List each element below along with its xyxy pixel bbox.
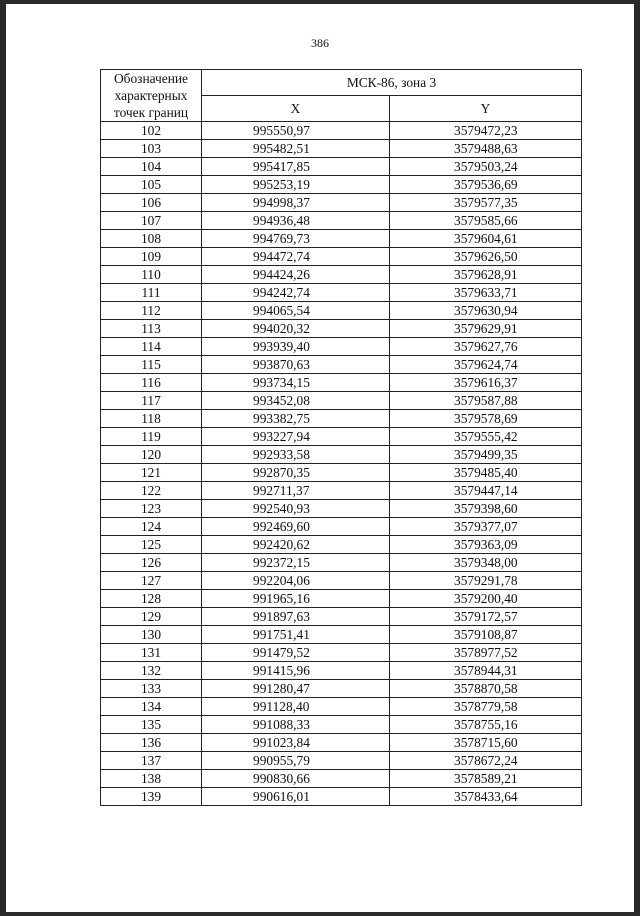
x-coordinate-cell: 993382,75 xyxy=(202,410,390,428)
point-number-cell: 110 xyxy=(101,266,202,284)
page-number: 386 xyxy=(311,36,329,50)
x-coordinate-cell: 991897,63 xyxy=(202,608,390,626)
y-coordinate-cell: 3578715,60 xyxy=(390,734,582,752)
point-number-cell: 105 xyxy=(101,176,202,194)
table-row xyxy=(101,788,582,806)
table-row xyxy=(101,194,582,212)
point-number-cell: 137 xyxy=(101,752,202,770)
table-row xyxy=(101,536,582,554)
point-number-cell: 121 xyxy=(101,464,202,482)
y-coordinate-cell: 3579604,61 xyxy=(390,230,582,248)
point-number-cell: 128 xyxy=(101,590,202,608)
table-row xyxy=(101,698,582,716)
point-number-cell: 129 xyxy=(101,608,202,626)
x-coordinate-cell: 995253,19 xyxy=(202,176,390,194)
table-row xyxy=(101,338,582,356)
x-coordinate-cell: 992469,60 xyxy=(202,518,390,536)
y-coordinate-cell: 3579627,76 xyxy=(390,338,582,356)
y-coordinate-cell: 3579398,60 xyxy=(390,500,582,518)
x-coordinate-cell: 990830,66 xyxy=(202,770,390,788)
x-coordinate-cell: 995417,85 xyxy=(202,158,390,176)
header-point-line: точек границ xyxy=(113,105,189,120)
point-number-cell: 115 xyxy=(101,356,202,374)
point-number-cell: 102 xyxy=(101,122,202,140)
table-row xyxy=(101,158,582,176)
table-row xyxy=(101,662,582,680)
y-coordinate-cell: 3579578,69 xyxy=(390,410,582,428)
point-number-cell: 107 xyxy=(101,212,202,230)
y-coordinate-cell: 3579536,69 xyxy=(390,176,582,194)
y-coordinate-cell: 3579499,35 xyxy=(390,446,582,464)
x-coordinate-cell: 991415,96 xyxy=(202,662,390,680)
x-coordinate-cell: 994472,74 xyxy=(202,248,390,266)
point-number-cell: 106 xyxy=(101,194,202,212)
point-number-cell: 133 xyxy=(101,680,202,698)
x-coordinate-cell: 991280,47 xyxy=(202,680,390,698)
table-row xyxy=(101,320,582,338)
point-number-cell: 122 xyxy=(101,482,202,500)
y-coordinate-cell: 3578672,24 xyxy=(390,752,582,770)
x-coordinate-cell: 991479,52 xyxy=(202,644,390,662)
y-coordinate-cell: 3579488,63 xyxy=(390,140,582,158)
table-row xyxy=(101,176,582,194)
table-row xyxy=(101,374,582,392)
point-number-cell: 111 xyxy=(101,284,202,302)
header-y: Y xyxy=(390,96,582,122)
y-coordinate-cell: 3579577,35 xyxy=(390,194,582,212)
table-body xyxy=(101,122,582,806)
table-row xyxy=(101,644,582,662)
point-number-cell: 139 xyxy=(101,788,202,806)
y-coordinate-cell: 3578755,16 xyxy=(390,716,582,734)
point-number-cell: 134 xyxy=(101,698,202,716)
y-coordinate-cell: 3579108,87 xyxy=(390,626,582,644)
table-row xyxy=(101,716,582,734)
x-coordinate-cell: 992372,15 xyxy=(202,554,390,572)
x-coordinate-cell: 992420,62 xyxy=(202,536,390,554)
x-coordinate-cell: 994936,48 xyxy=(202,212,390,230)
x-coordinate-cell: 991088,33 xyxy=(202,716,390,734)
y-coordinate-cell: 3579633,71 xyxy=(390,284,582,302)
x-coordinate-cell: 992870,35 xyxy=(202,464,390,482)
point-number-cell: 114 xyxy=(101,338,202,356)
x-coordinate-cell: 992933,58 xyxy=(202,446,390,464)
header-coordinate-system: МСК-86, зона 3 xyxy=(202,70,582,96)
x-coordinate-cell: 991023,84 xyxy=(202,734,390,752)
y-coordinate-cell: 3579291,78 xyxy=(390,572,582,590)
x-coordinate-cell: 991751,41 xyxy=(202,626,390,644)
x-coordinate-cell: 991128,40 xyxy=(202,698,390,716)
x-coordinate-cell: 990955,79 xyxy=(202,752,390,770)
table-row xyxy=(101,122,582,140)
table-header xyxy=(101,70,582,122)
y-coordinate-cell: 3579585,66 xyxy=(390,212,582,230)
x-coordinate-cell: 990616,01 xyxy=(202,788,390,806)
point-number-cell: 124 xyxy=(101,518,202,536)
y-coordinate-cell: 3579587,88 xyxy=(390,392,582,410)
table-row xyxy=(101,356,582,374)
table-row xyxy=(101,302,582,320)
table-row xyxy=(101,140,582,158)
y-coordinate-cell: 3578944,31 xyxy=(390,662,582,680)
point-number-cell: 112 xyxy=(101,302,202,320)
point-number-cell: 103 xyxy=(101,140,202,158)
header-x: X xyxy=(202,96,390,122)
point-number-cell: 117 xyxy=(101,392,202,410)
x-coordinate-cell: 993939,40 xyxy=(202,338,390,356)
point-number-cell: 136 xyxy=(101,734,202,752)
y-coordinate-cell: 3579630,94 xyxy=(390,302,582,320)
x-coordinate-cell: 991965,16 xyxy=(202,590,390,608)
x-coordinate-cell: 993452,08 xyxy=(202,392,390,410)
x-coordinate-cell: 992540,93 xyxy=(202,500,390,518)
y-coordinate-cell: 3579472,23 xyxy=(390,122,582,140)
table-row xyxy=(101,248,582,266)
x-coordinate-cell: 994020,32 xyxy=(202,320,390,338)
y-coordinate-cell: 3579348,00 xyxy=(390,554,582,572)
y-coordinate-cell: 3579629,91 xyxy=(390,320,582,338)
coordinates-table xyxy=(100,69,582,806)
table-row xyxy=(101,500,582,518)
point-number-cell: 118 xyxy=(101,410,202,428)
table-row xyxy=(101,752,582,770)
x-coordinate-cell: 993870,63 xyxy=(202,356,390,374)
table-row xyxy=(101,482,582,500)
y-coordinate-cell: 3579628,91 xyxy=(390,266,582,284)
point-number-cell: 131 xyxy=(101,644,202,662)
table-row xyxy=(101,392,582,410)
table-row xyxy=(101,608,582,626)
table-row xyxy=(101,554,582,572)
y-coordinate-cell: 3579503,24 xyxy=(390,158,582,176)
point-number-cell: 120 xyxy=(101,446,202,464)
y-coordinate-cell: 3579626,50 xyxy=(390,248,582,266)
header-point-designation xyxy=(101,70,202,122)
table-row xyxy=(101,284,582,302)
point-number-cell: 116 xyxy=(101,374,202,392)
y-coordinate-cell: 3578433,64 xyxy=(390,788,582,806)
document-page xyxy=(6,4,634,912)
y-coordinate-cell: 3579172,57 xyxy=(390,608,582,626)
x-coordinate-cell: 994242,74 xyxy=(202,284,390,302)
x-coordinate-cell: 994998,37 xyxy=(202,194,390,212)
table-row xyxy=(101,572,582,590)
x-coordinate-cell: 994769,73 xyxy=(202,230,390,248)
table-row xyxy=(101,518,582,536)
x-coordinate-cell: 992711,37 xyxy=(202,482,390,500)
table-row xyxy=(101,266,582,284)
y-coordinate-cell: 3578779,58 xyxy=(390,698,582,716)
point-number-cell: 109 xyxy=(101,248,202,266)
table-row xyxy=(101,770,582,788)
point-number-cell: 127 xyxy=(101,572,202,590)
table-row xyxy=(101,680,582,698)
y-coordinate-cell: 3578589,21 xyxy=(390,770,582,788)
y-coordinate-cell: 3579485,40 xyxy=(390,464,582,482)
table-row xyxy=(101,446,582,464)
point-number-cell: 126 xyxy=(101,554,202,572)
x-coordinate-cell: 994065,54 xyxy=(202,302,390,320)
table-row xyxy=(101,230,582,248)
y-coordinate-cell: 3578870,58 xyxy=(390,680,582,698)
table-row xyxy=(101,428,582,446)
x-coordinate-cell: 995482,51 xyxy=(202,140,390,158)
y-coordinate-cell: 3579624,74 xyxy=(390,356,582,374)
table-row xyxy=(101,590,582,608)
table-row xyxy=(101,626,582,644)
x-coordinate-cell: 993734,15 xyxy=(202,374,390,392)
point-number-cell: 113 xyxy=(101,320,202,338)
table-row xyxy=(101,410,582,428)
y-coordinate-cell: 3579555,42 xyxy=(390,428,582,446)
y-coordinate-cell: 3579616,37 xyxy=(390,374,582,392)
x-coordinate-cell: 993227,94 xyxy=(202,428,390,446)
point-number-cell: 104 xyxy=(101,158,202,176)
x-coordinate-cell: 995550,97 xyxy=(202,122,390,140)
header-point-line: характерных xyxy=(114,88,188,103)
table-row xyxy=(101,212,582,230)
y-coordinate-cell: 3579363,09 xyxy=(390,536,582,554)
table-row xyxy=(101,464,582,482)
y-coordinate-cell: 3579200,40 xyxy=(390,590,582,608)
y-coordinate-cell: 3579377,07 xyxy=(390,518,582,536)
header-point-line: Обозначение xyxy=(114,71,188,86)
point-number-cell: 108 xyxy=(101,230,202,248)
y-coordinate-cell: 3578977,52 xyxy=(390,644,582,662)
point-number-cell: 123 xyxy=(101,500,202,518)
point-number-cell: 125 xyxy=(101,536,202,554)
x-coordinate-cell: 994424,26 xyxy=(202,266,390,284)
point-number-cell: 119 xyxy=(101,428,202,446)
y-coordinate-cell: 3579447,14 xyxy=(390,482,582,500)
point-number-cell: 130 xyxy=(101,626,202,644)
point-number-cell: 135 xyxy=(101,716,202,734)
table-row xyxy=(101,734,582,752)
point-number-cell: 132 xyxy=(101,662,202,680)
point-number-cell: 138 xyxy=(101,770,202,788)
x-coordinate-cell: 992204,06 xyxy=(202,572,390,590)
